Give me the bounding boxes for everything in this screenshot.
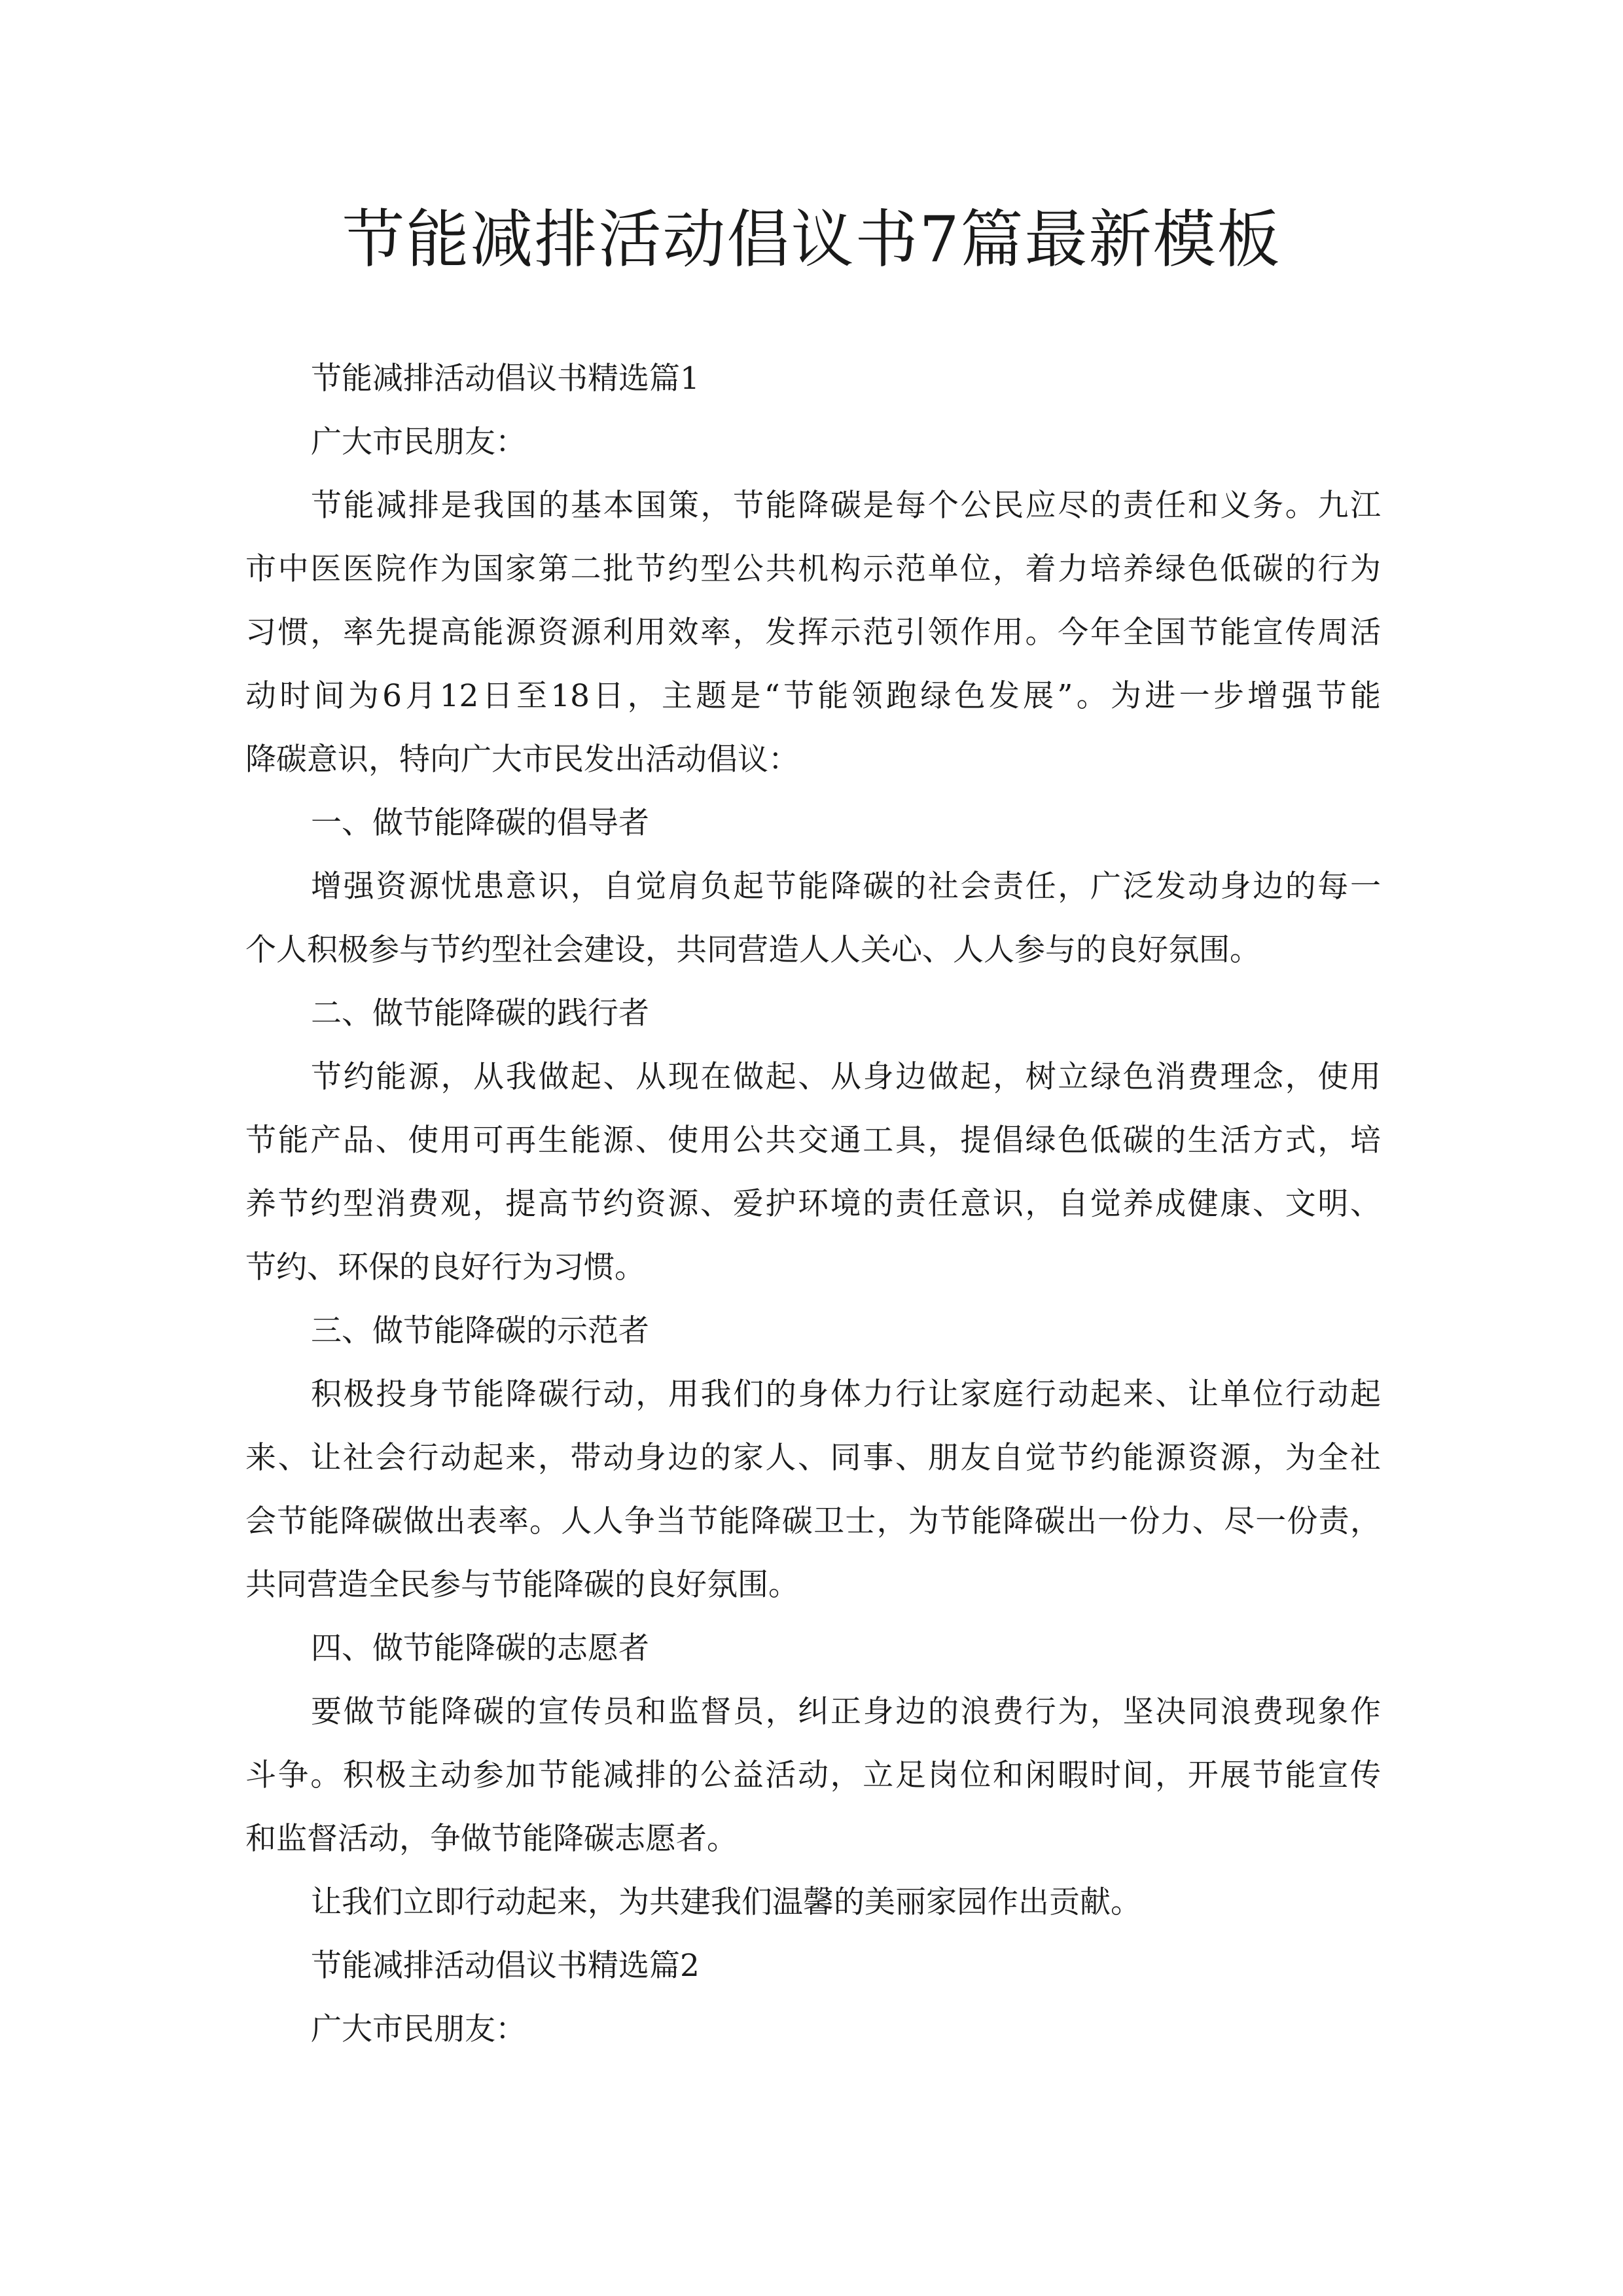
section-heading: 节能减排活动倡议书精选篇2 [311, 1948, 700, 1984]
paragraph-line: 降碳意识，特向广大市民发出活动倡议： [245, 742, 799, 778]
paragraph-line: 节能减排是我国的基本国策，节能降碳是每个公民应尽的责任和义务。九江 [311, 488, 1381, 524]
paragraph-line: 要做节能降碳的宣传员和监督员，纠正身边的浪费行为，坚决同浪费现象作 [311, 1694, 1381, 1730]
section-heading: 节能减排活动倡议书精选篇1 [311, 361, 700, 397]
paragraph-line: 动时间为6月12日至18日，主题是“节能领跑绿色发展”。为进一步增强节能 [245, 678, 1381, 714]
paragraph-line: 和监督活动，争做节能降碳志愿者。 [245, 1821, 738, 1857]
paragraph-line: 节能产品、使用可再生能源、使用公共交通工具，提倡绿色低碳的生活方式，培 [245, 1122, 1381, 1158]
paragraph-line: 个人积极参与节约型社会建设，共同营造人人关心、人人参与的良好氛围。 [245, 932, 1260, 968]
paragraph-line: 共同营造全民参与节能降碳的良好氛围。 [245, 1567, 799, 1603]
paragraph-line: 节约、环保的良好行为习惯。 [245, 1249, 645, 1285]
paragraph-line: 会节能降碳做出表率。人人争当节能降碳卫士，为节能降碳出一份力、尽一份责， [245, 1503, 1381, 1539]
salutation: 广大市民朋友： [311, 424, 526, 460]
document-title: 节能减排活动倡议书7篇最新模板 [342, 203, 1281, 276]
subheading: 二、做节能降碳的践行者 [311, 996, 649, 1031]
subheading: 一、做节能降碳的倡导者 [311, 805, 649, 841]
paragraph-line: 让我们立即行动起来，为共建我们温馨的美丽家园作出贡献。 [311, 1884, 1141, 1920]
paragraph-line: 习惯，率先提高能源资源利用效率，发挥示范引领作用。今年全国节能宣传周活 [245, 615, 1381, 651]
paragraph-line: 养节约型消费观，提高节约资源、爱护环境的责任意识，自觉养成健康、文明、 [245, 1186, 1381, 1222]
document-body [245, 347, 1381, 2061]
salutation: 广大市民朋友： [311, 2011, 526, 2047]
paragraph-line: 市中医医院作为国家第二批节约型公共机构示范单位，着力培养绿色低碳的行为 [245, 551, 1381, 587]
paragraph-line: 节约能源，从我做起、从现在做起、从身边做起，树立绿色消费理念，使用 [311, 1059, 1381, 1095]
paragraph-line: 积极投身节能降碳行动，用我们的身体力行让家庭行动起来、让单位行动起 [311, 1376, 1381, 1412]
paragraph-line: 斗争。积极主动参加节能减排的公益活动，立足岗位和闲暇时间，开展节能宣传 [245, 1757, 1381, 1793]
paragraph-line: 增强资源忧患意识，自觉肩负起节能降碳的社会责任，广泛发动身边的每一 [311, 869, 1381, 905]
paragraph-line: 来、让社会行动起来，带动身边的家人、同事、朋友自觉节约能源资源，为全社 [245, 1440, 1381, 1476]
subheading: 三、做节能降碳的示范者 [311, 1313, 649, 1349]
subheading: 四、做节能降碳的志愿者 [311, 1630, 649, 1666]
